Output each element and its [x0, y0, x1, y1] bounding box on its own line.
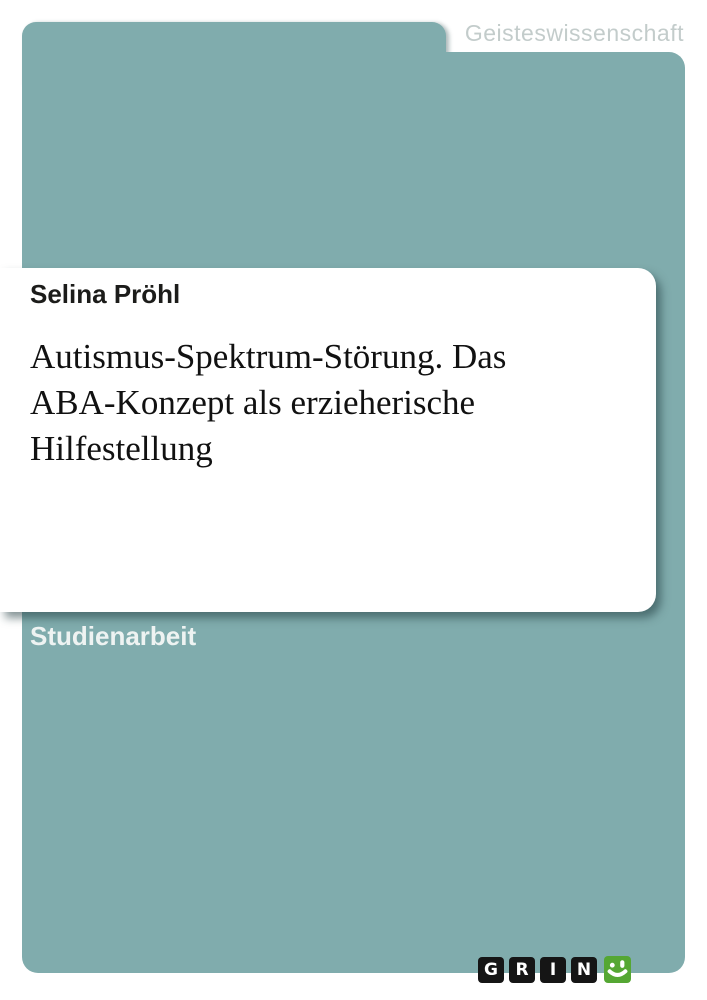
grin-logo-letter-n: N: [571, 957, 597, 983]
grin-logo-smiley: [604, 956, 631, 983]
title-card: [0, 268, 656, 612]
category-label: Geisteswissenschaft: [464, 20, 684, 46]
book-title-line-1: Autismus-Spektrum-Störung. Das: [30, 337, 507, 377]
book-title: [30, 334, 632, 472]
author-name: Selina Pröhl: [30, 279, 181, 309]
grin-logo: [478, 956, 631, 983]
smiley-wink-icon: [604, 956, 631, 983]
grin-logo-letter-r: R: [509, 957, 535, 983]
book-title-line-2: ABA-Konzept als erzieherische Hilfestellung: [30, 383, 476, 469]
document-type-label: Studienarbeit: [30, 621, 197, 651]
grin-logo-letter-i: I: [540, 957, 566, 983]
grin-logo-letter-g: G: [478, 957, 504, 983]
